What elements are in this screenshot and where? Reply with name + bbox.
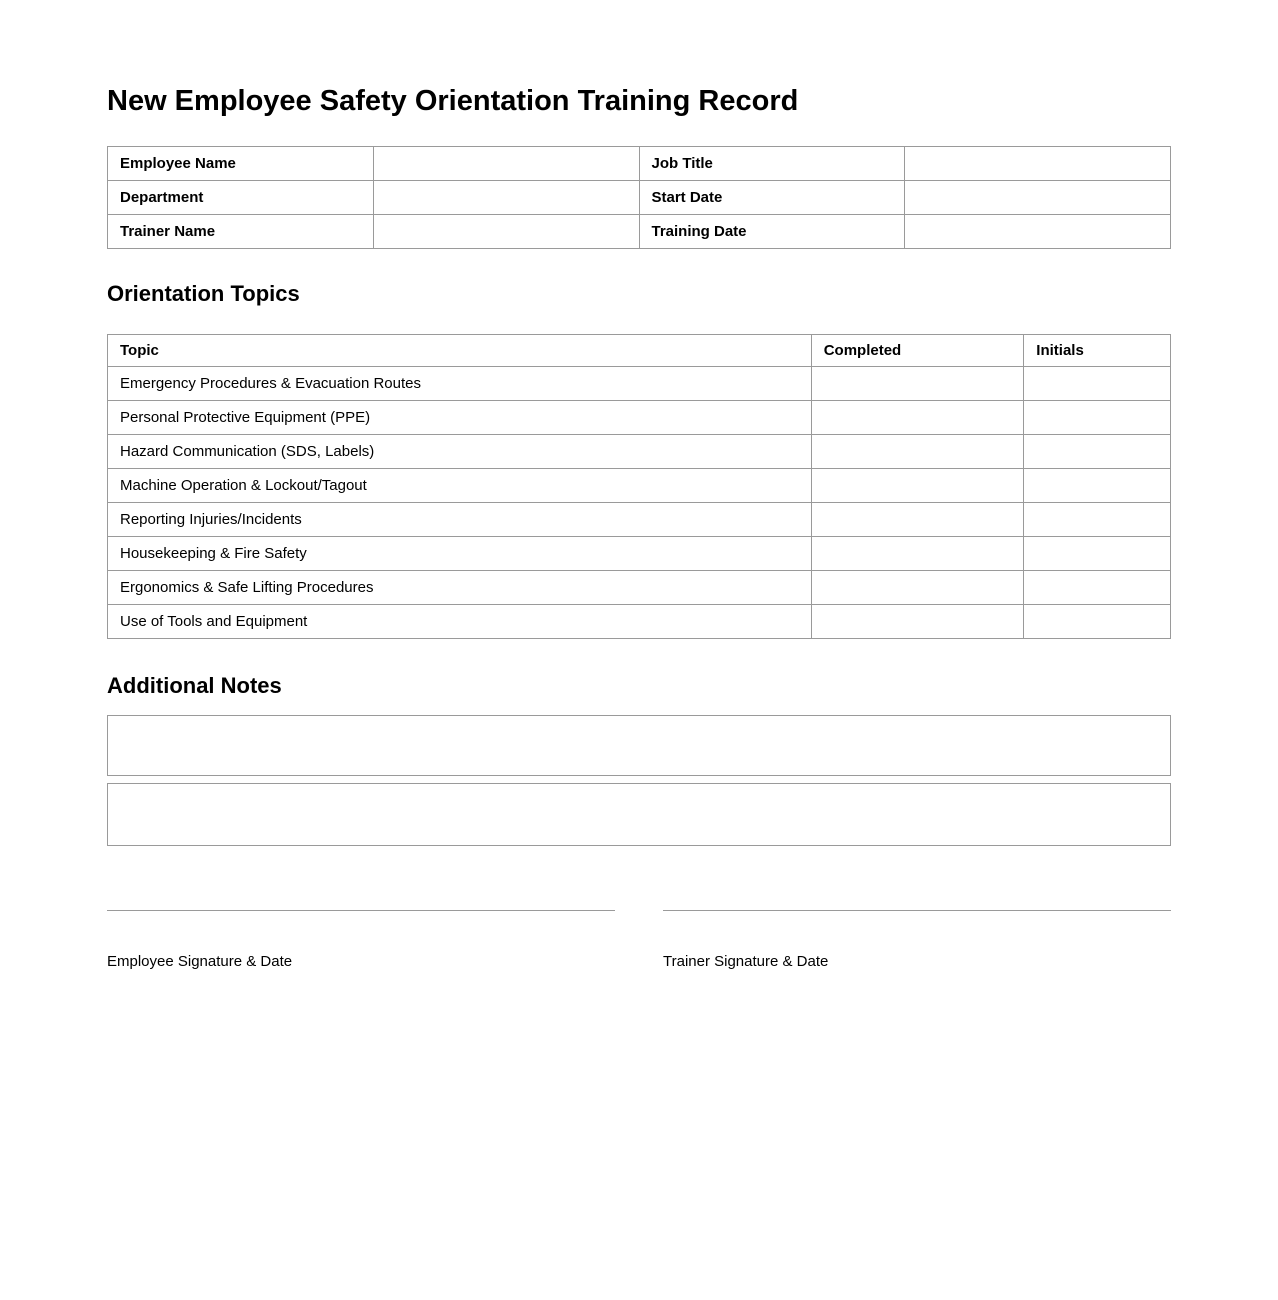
additional-notes-box-2[interactable] <box>107 783 1171 846</box>
topic-cell: Emergency Procedures & Evacuation Routes <box>108 367 812 401</box>
info-row-trainer-training <box>108 215 1171 249</box>
topic-cell: Housekeeping & Fire Safety <box>108 537 812 571</box>
orientation-topics-heading: Orientation Topics <box>107 281 300 306</box>
initials-column-header: Initials <box>1024 335 1171 367</box>
completed-cell[interactable] <box>811 571 1024 605</box>
topic-cell: Personal Protective Equipment (PPE) <box>108 401 812 435</box>
additional-notes-box-1[interactable] <box>107 715 1171 776</box>
completed-cell[interactable] <box>811 401 1024 435</box>
job-title-label: Job Title <box>639 147 905 181</box>
department-value-cell[interactable] <box>373 181 639 215</box>
department-label: Department <box>108 181 374 215</box>
training-date-value-cell[interactable] <box>905 215 1171 249</box>
initials-cell[interactable] <box>1024 469 1171 503</box>
topic-row <box>108 503 1171 537</box>
completed-cell[interactable] <box>811 367 1024 401</box>
completed-cell[interactable] <box>811 605 1024 639</box>
initials-cell[interactable] <box>1024 367 1171 401</box>
initials-cell[interactable] <box>1024 571 1171 605</box>
topic-cell: Machine Operation & Lockout/Tagout <box>108 469 812 503</box>
completed-cell[interactable] <box>811 435 1024 469</box>
topic-row <box>108 571 1171 605</box>
initials-cell[interactable] <box>1024 503 1171 537</box>
initials-cell[interactable] <box>1024 537 1171 571</box>
completed-cell[interactable] <box>811 537 1024 571</box>
employee-name-label: Employee Name <box>108 147 374 181</box>
topic-cell: Use of Tools and Equipment <box>108 605 812 639</box>
topic-row <box>108 367 1171 401</box>
signature-section <box>107 910 1171 971</box>
completed-column-header: Completed <box>811 335 1024 367</box>
trainer-name-label: Trainer Name <box>108 215 374 249</box>
training-date-label: Training Date <box>639 215 905 249</box>
job-title-value-cell[interactable] <box>905 147 1171 181</box>
orientation-topics-table <box>107 334 1171 639</box>
topic-row <box>108 537 1171 571</box>
employee-info-table <box>107 146 1171 249</box>
topics-header-row <box>108 335 1171 367</box>
initials-cell[interactable] <box>1024 401 1171 435</box>
trainer-signature-label: Trainer Signature & Date <box>663 953 829 970</box>
additional-notes-heading: Additional Notes <box>107 673 282 698</box>
topic-row <box>108 435 1171 469</box>
initials-cell[interactable] <box>1024 435 1171 469</box>
trainer-name-value-cell[interactable] <box>373 215 639 249</box>
topic-cell: Hazard Communication (SDS, Labels) <box>108 435 812 469</box>
completed-cell[interactable] <box>811 469 1024 503</box>
start-date-label: Start Date <box>639 181 905 215</box>
employee-signature-label: Employee Signature & Date <box>107 953 293 970</box>
start-date-value-cell[interactable] <box>905 181 1171 215</box>
topic-row <box>108 401 1171 435</box>
page-title: New Employee Safety Orientation Training Record <box>107 85 799 117</box>
document-content <box>107 0 1171 971</box>
initials-cell[interactable] <box>1024 605 1171 639</box>
info-row-employee-job <box>108 147 1171 181</box>
trainer-signature-area[interactable] <box>663 910 1171 971</box>
employee-name-value-cell[interactable] <box>373 147 639 181</box>
completed-cell[interactable] <box>811 503 1024 537</box>
topic-column-header: Topic <box>108 335 812 367</box>
employee-signature-area[interactable] <box>107 910 615 971</box>
topic-cell: Reporting Injuries/Incidents <box>108 503 812 537</box>
topic-cell: Ergonomics & Safe Lifting Procedures <box>108 571 812 605</box>
info-row-department-start <box>108 181 1171 215</box>
topic-row <box>108 605 1171 639</box>
topic-row <box>108 469 1171 503</box>
